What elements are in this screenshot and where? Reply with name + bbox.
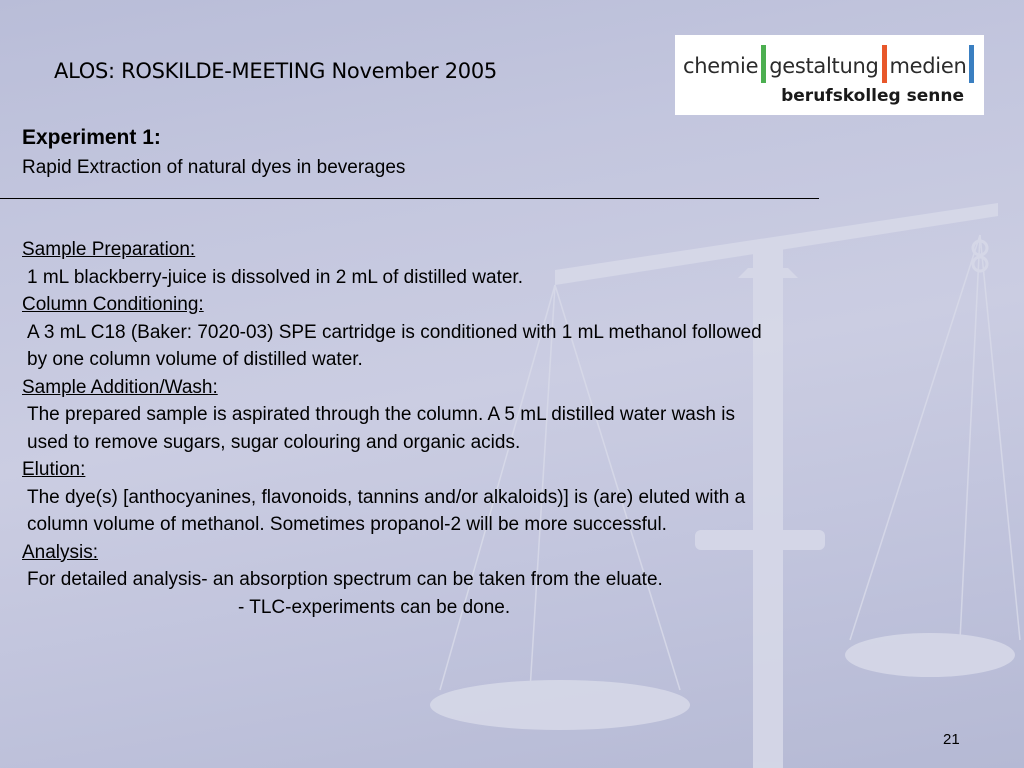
logo-word-medien: medien xyxy=(889,54,967,78)
logo-subtitle: berufskolleg senne xyxy=(781,86,964,106)
section-analysis xyxy=(22,539,982,622)
section-heading: Sample Preparation: xyxy=(22,239,196,260)
logo-word-gestaltung: gestaltung xyxy=(769,54,879,78)
section-line: A 3 mL C18 (Baker: 7020-03) SPE cartridge is conditioned with 1 mL methanol followed xyxy=(27,321,762,343)
section-heading: Analysis: xyxy=(22,541,99,563)
logo-bar-blue xyxy=(969,45,974,83)
divider-line xyxy=(0,198,819,199)
section-line: 1 mL blackberry-juice is dissolved in 2 mL of distilled water. xyxy=(27,266,523,288)
section-line: For detailed analysis- an absorption spectrum can be taken from the eluate. xyxy=(27,569,663,590)
slide-number: 21 xyxy=(943,731,960,748)
experiment-title: Experiment 1: xyxy=(22,126,161,149)
section-sample-preparation xyxy=(22,236,982,291)
logo-bar-orange xyxy=(882,45,887,83)
section-heading: Column Conditioning: xyxy=(22,294,204,315)
section-line: The prepared sample is aspirated through the column. A 5 mL distilled water wash is xyxy=(27,404,735,425)
section-line: - TLC-experiments can be done. xyxy=(238,596,511,618)
header-title: ALOS: ROSKILDE-MEETING November 2005 xyxy=(54,59,497,83)
logo-word-chemie: chemie xyxy=(683,54,759,78)
experiment-subtitle: Rapid Extraction of natural dyes in beverages xyxy=(22,157,406,178)
section-heading: Elution: xyxy=(22,459,86,480)
section-line: by one column volume of distilled water. xyxy=(27,349,363,370)
section-sample-addition-wash xyxy=(22,374,982,457)
section-elution xyxy=(22,456,982,539)
section-line: used to remove sugars, sugar colouring and organic acids. xyxy=(27,431,521,453)
logo-wordmark xyxy=(683,49,977,83)
logo-bar-green xyxy=(761,45,766,83)
section-line: column volume of methanol. Sometimes propanol-2 will be more successful. xyxy=(27,514,667,535)
section-column-conditioning xyxy=(22,291,982,374)
school-logo xyxy=(675,35,984,115)
section-line: The dye(s) [anthocyanines, flavonoids, tannins and/or alkaloids)] is (are) eluted with a xyxy=(27,486,746,508)
section-heading: Sample Addition/Wash: xyxy=(22,376,218,398)
procedure-text xyxy=(22,236,982,621)
